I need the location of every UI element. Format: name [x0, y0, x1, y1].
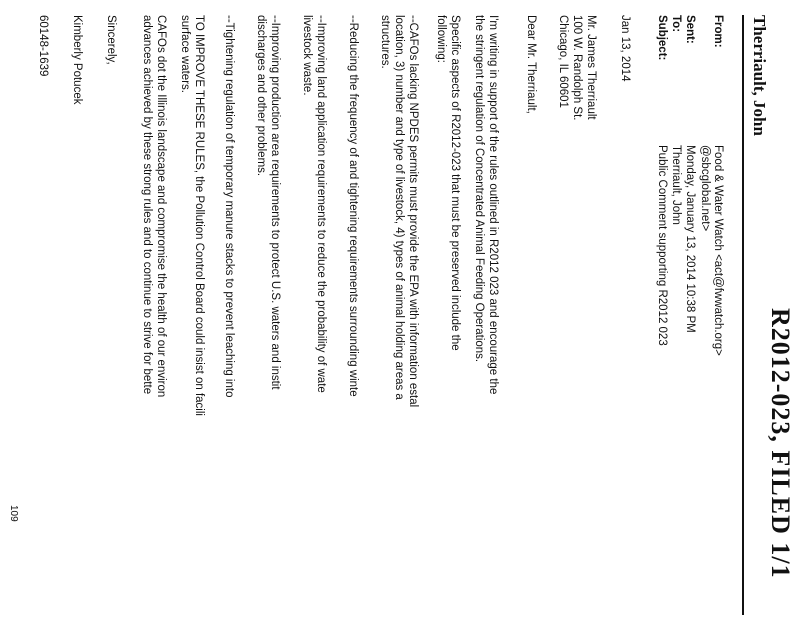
bullet-4-line-2: discharges and other problems.: [255, 15, 267, 177]
bullet-3-line-2: livestock waste.: [301, 15, 313, 96]
bullet-1-line-3: structures.: [379, 15, 391, 69]
from-value-cont: @sbcglobal.net>: [699, 145, 711, 232]
body-paragraph-3-line-2: surface waters.: [179, 15, 191, 93]
body-paragraph-4-line-1: CAFOs dot the Illinois landscape and compromise the health of our environ: [155, 15, 167, 398]
letter-date: Jan 13, 2014: [619, 15, 631, 82]
bullet-1-line-1: --CAFOs lacking NPDES permits must provide the EPA with information estal: [407, 15, 419, 408]
subject-value: Public Comment supporting R2012 023: [656, 145, 668, 346]
bullet-3-line-1: --Improving land application requirements to reduce the probability of wate: [315, 15, 327, 393]
filing-stamp: R2012-023, FILED 1/1: [766, 308, 795, 579]
closing: Sincerely,: [105, 15, 117, 65]
body-paragraph-2-line-2: following:: [435, 15, 447, 63]
to-label: To:: [670, 15, 682, 33]
body-paragraph-3-line-1: TO IMPROVE THESE RULES, the Pollution Control Board could insist on facili: [193, 15, 205, 416]
subject-label: Subject:: [656, 15, 668, 61]
bullet-2-line-1: --Reducing the frequency of and tightening requirements surrounding winte: [347, 15, 359, 397]
page-number: 109: [8, 505, 19, 522]
body-paragraph-1-line-1: I'm writing in support of the rules outlined in R2012 023 and encourage the: [487, 15, 499, 395]
sent-label: Sent:: [684, 15, 696, 44]
bullet-4-line-1: --Improving production area requirements to protect U.S. waters and instit: [269, 15, 281, 390]
body-paragraph-1-line-2: the stringent regulation of Concentrated Animal Feeding Operations.: [473, 15, 485, 363]
from-value: Food & Water Watch <act@fwwatch.org>: [712, 145, 724, 356]
to-value: Therriault, John: [670, 145, 682, 225]
bullet-5-line-1: --Tightening regulation of temporary manure stacks to prevent leaching into: [223, 15, 235, 398]
signer-zip: 60148-1639: [37, 15, 49, 77]
address-line-2: 100 W. Randolph St.: [571, 15, 583, 121]
signer-name: Kimberly Potucek: [71, 15, 83, 105]
body-paragraph-2-line-1: Specific aspects of R2012-023 that must be preserved include the: [449, 15, 461, 351]
header-rule: [742, 15, 744, 615]
bullet-1-line-2: location, 3) number and type of livestock, 4) types of animal holding areas a: [393, 15, 405, 400]
body-paragraph-4-line-2: advances achieved by these strong rules and to continue to strive for bette: [141, 15, 153, 395]
from-label: From:: [712, 15, 724, 48]
address-line-3: Chicago, IL 60601: [557, 15, 569, 108]
sent-value: Monday, January 13, 2014 10:38 PM: [684, 145, 696, 333]
address-line-1: Mr. James Therriault: [585, 15, 597, 120]
salutation: Dear Mr. Therriault,: [525, 15, 537, 114]
sender-name: Therriault, John: [750, 15, 769, 136]
